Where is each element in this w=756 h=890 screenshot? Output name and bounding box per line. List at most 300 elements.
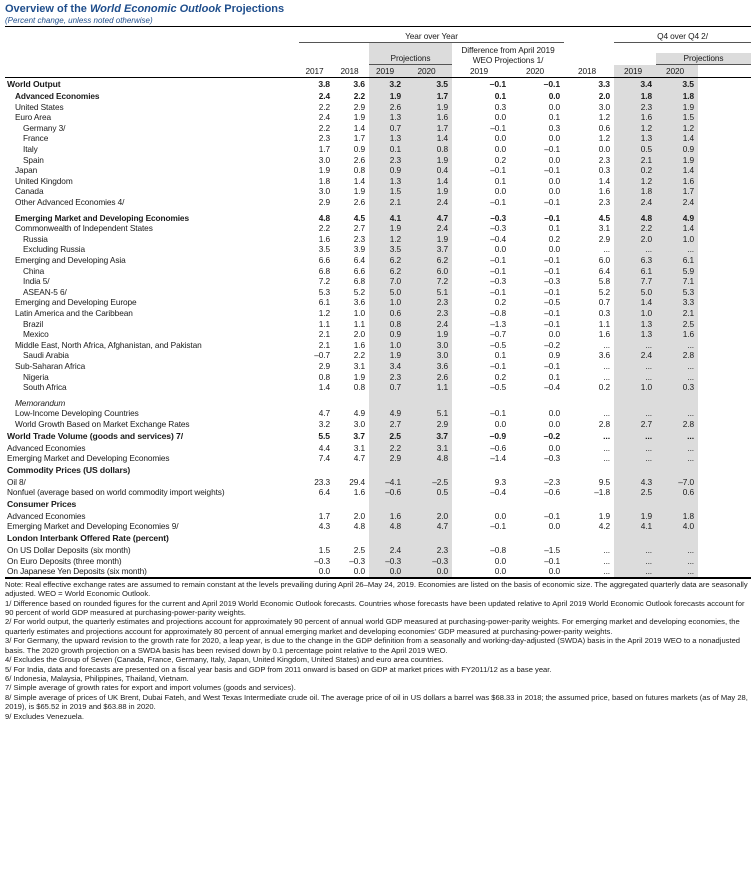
padding-cell <box>698 361 751 372</box>
row-label: Commodity Prices (US dollars) <box>7 464 131 475</box>
value-cell: 3.3 <box>598 79 610 90</box>
header-difference: Difference from April 2019 WEO Projections 1/ <box>461 44 555 65</box>
value-cell: 5.2 <box>353 286 365 297</box>
value-cell: 1.2 <box>598 133 610 144</box>
padding-cell <box>698 319 751 330</box>
value-cell: –0.1 <box>490 255 506 265</box>
value-cell: 0.0 <box>548 101 560 112</box>
value-cell: 3.0 <box>598 101 610 112</box>
value-cell: ... <box>614 566 656 577</box>
value-cell: –1.8 <box>594 487 610 498</box>
row-label: Advanced Economies <box>7 510 86 521</box>
value-cell <box>564 464 614 477</box>
value-cell: –0.1 <box>544 286 560 297</box>
value-cell: 0.2 <box>598 382 610 393</box>
table-row <box>5 133 751 144</box>
value-cell <box>299 464 334 477</box>
value-cell: –0.2 <box>543 430 560 441</box>
row-label: Sub-Saharan Africa <box>15 360 86 371</box>
value-cell: –0.1 <box>544 555 560 566</box>
value-cell: 1.4 <box>353 122 365 133</box>
value-cell: 1.3 <box>369 112 405 123</box>
value-cell: 0.2 <box>494 297 506 308</box>
value-cell: 4.5 <box>598 212 610 223</box>
table-row <box>5 213 751 224</box>
value-cell: 1.9 <box>656 102 698 113</box>
value-cell: 2.0 <box>598 91 610 102</box>
value-cell: –0.1 <box>490 197 506 208</box>
value-cell: 1.3 <box>369 176 405 187</box>
footnote: Note: Real effective exchange rates are assumed to remain constant at the levels prevailing during April 26–May 24, 2019. Economies are listed on the basis of economic size. The aggregated quarterly data are seasonally adjusted. WEO = World Economic Outlook. <box>5 579 748 599</box>
value-cell: 0.0 <box>494 555 506 566</box>
value-cell: 0.3 <box>656 382 698 393</box>
value-cell: 2.2 <box>369 443 405 454</box>
value-cell: 5.0 <box>614 287 656 298</box>
value-cell: 4.9 <box>656 213 698 224</box>
value-cell: –0.1 <box>544 197 560 208</box>
padding-cell <box>698 276 751 287</box>
value-cell: 2.3 <box>405 545 452 556</box>
table-row <box>5 372 751 383</box>
value-cell: 7.2 <box>318 276 330 287</box>
value-cell: 0.3 <box>494 101 506 112</box>
value-cell: 6.1 <box>318 297 330 308</box>
value-cell: 2.5 <box>353 545 365 556</box>
value-cell: 3.4 <box>614 78 656 92</box>
value-cell: –0.1 <box>490 521 506 532</box>
value-cell: 4.8 <box>369 521 405 532</box>
value-cell: –0.1 <box>544 318 560 329</box>
year-header: 2019 <box>452 65 510 78</box>
value-cell <box>656 532 698 545</box>
row-label: On US Dollar Deposits (six month) <box>7 545 131 556</box>
table-row <box>5 477 751 488</box>
value-cell: 0.9 <box>369 165 405 176</box>
value-cell: 9.5 <box>598 476 610 487</box>
value-cell: 0.1 <box>494 350 506 361</box>
value-cell: 0.0 <box>548 175 560 186</box>
value-cell: 2.4 <box>405 319 452 330</box>
value-cell: 2.9 <box>598 233 610 244</box>
value-cell: 3.4 <box>369 361 405 372</box>
value-cell: 4.1 <box>369 213 405 224</box>
value-cell: 6.8 <box>318 265 330 276</box>
value-cell: 6.3 <box>614 255 656 266</box>
value-cell: 1.8 <box>614 91 656 102</box>
value-cell: 2.7 <box>614 419 656 430</box>
value-cell: 2.8 <box>656 350 698 361</box>
value-cell: 0.0 <box>494 510 506 521</box>
value-cell: 2.1 <box>369 197 405 208</box>
row-label: London Interbank Offered Rate (percent) <box>7 533 169 544</box>
table-row <box>5 487 751 498</box>
row-label: Italy <box>23 144 38 155</box>
value-cell: 6.1 <box>656 255 698 266</box>
padding-cell <box>698 498 751 511</box>
value-cell: ... <box>603 360 610 371</box>
value-cell <box>452 398 510 409</box>
padding-cell <box>698 372 751 383</box>
value-cell: 1.1 <box>318 318 330 329</box>
value-cell: 1.1 <box>405 382 452 393</box>
value-cell: 6.2 <box>369 255 405 266</box>
value-cell: 2.7 <box>369 419 405 430</box>
row-label: Emerging and Developing Europe <box>15 297 137 308</box>
value-cell: 3.1 <box>353 442 365 453</box>
value-cell: 1.7 <box>318 510 330 521</box>
value-cell: ... <box>603 453 610 464</box>
value-cell: ... <box>564 566 614 577</box>
value-cell <box>510 464 564 477</box>
table-row <box>5 287 751 298</box>
value-cell: 2.3 <box>369 372 405 383</box>
value-cell: 6.2 <box>369 266 405 277</box>
year-header: 2019 <box>369 65 405 78</box>
value-cell: 6.4 <box>598 265 610 276</box>
value-cell: –0.5 <box>490 339 506 350</box>
padding-cell <box>698 511 751 522</box>
value-cell: –0.7 <box>490 329 506 340</box>
row-label: Consumer Prices <box>7 498 77 509</box>
value-cell: 1.7 <box>353 133 365 144</box>
value-cell: –0.1 <box>544 212 560 223</box>
value-cell: 2.6 <box>353 197 365 208</box>
value-cell: 2.1 <box>318 339 330 350</box>
table-row <box>5 308 751 319</box>
table-row <box>5 329 751 340</box>
padding-cell <box>698 443 751 454</box>
value-cell: –0.8 <box>490 545 506 556</box>
footnote: 4/ Excludes the Group of Seven (Canada, France, Germany, Italy, Japan, United Kingdom, United States) and euro area countries. <box>5 655 444 665</box>
value-cell: 1.0 <box>353 307 365 318</box>
value-cell: ... <box>656 545 698 556</box>
value-cell: 3.9 <box>353 244 365 255</box>
value-cell: 4.1 <box>614 521 656 532</box>
row-label: Euro Area <box>15 112 51 123</box>
value-cell: 0.8 <box>405 144 452 155</box>
value-cell: ... <box>614 408 656 419</box>
table-row <box>5 430 751 443</box>
row-label: World Output <box>7 79 61 90</box>
value-cell: 6.2 <box>405 255 452 266</box>
value-cell: 0.4 <box>405 165 452 176</box>
value-cell: 1.4 <box>405 133 452 144</box>
table-row <box>5 340 751 351</box>
value-cell: 2.2 <box>318 122 330 133</box>
value-cell: –2.3 <box>544 476 560 487</box>
value-cell: 2.3 <box>405 308 452 319</box>
value-cell: 1.6 <box>656 329 698 340</box>
value-cell: 1.9 <box>369 350 405 361</box>
value-cell: 1.3 <box>614 329 656 340</box>
value-cell: 1.2 <box>318 307 330 318</box>
value-cell: –4.1 <box>369 477 405 488</box>
row-label: On Japanese Yen Deposits (six month) <box>5 566 299 577</box>
value-cell <box>452 498 510 511</box>
value-cell <box>564 498 614 511</box>
value-cell: –0.1 <box>490 286 506 297</box>
table-row <box>5 566 751 577</box>
value-cell: ... <box>656 443 698 454</box>
table-row <box>5 266 751 277</box>
value-cell: 1.6 <box>598 329 610 340</box>
value-cell: –0.3 <box>369 556 405 567</box>
value-cell: –0.1 <box>544 165 560 176</box>
header-projections: Projections <box>369 53 452 64</box>
value-cell: 0.6 <box>369 308 405 319</box>
value-cell: 1.9 <box>405 186 452 197</box>
value-cell: 4.7 <box>353 453 365 464</box>
value-cell: ... <box>656 244 698 255</box>
value-cell <box>334 398 369 409</box>
row-label: Memorandum <box>15 397 66 408</box>
value-cell: 0.0 <box>494 418 506 429</box>
value-cell: 5.1 <box>405 408 452 419</box>
value-cell: 2.9 <box>405 419 452 430</box>
value-cell: –0.6 <box>490 442 506 453</box>
value-cell: 1.7 <box>656 186 698 197</box>
value-cell: 0.3 <box>598 165 610 176</box>
value-cell: ... <box>603 371 610 382</box>
value-cell: 1.7 <box>318 144 330 155</box>
value-cell: –0.3 <box>405 556 452 567</box>
value-cell: 2.0 <box>353 510 365 521</box>
value-cell <box>510 398 564 409</box>
value-cell: 1.2 <box>598 112 610 123</box>
padding-cell <box>698 329 751 340</box>
value-cell: 0.2 <box>548 233 560 244</box>
value-cell: ... <box>603 339 610 350</box>
value-cell: ... <box>656 556 698 567</box>
row-label: Advanced Economies <box>15 91 100 102</box>
value-cell: 2.9 <box>318 360 330 371</box>
value-cell: 1.4 <box>598 175 610 186</box>
row-label: Canada <box>15 186 44 197</box>
value-cell: ... <box>603 442 610 453</box>
value-cell: –0.1 <box>543 79 560 90</box>
row-label: Saudi Arabia <box>23 350 69 361</box>
value-cell: 1.6 <box>598 186 610 197</box>
padding-cell <box>698 78 751 92</box>
padding-cell <box>698 91 751 102</box>
padding-cell <box>698 165 751 176</box>
value-cell: –0.8 <box>490 307 506 318</box>
row-label: Mexico <box>23 329 49 340</box>
value-cell: 0.7 <box>369 123 405 134</box>
value-cell: 1.7 <box>405 123 452 134</box>
table-header <box>5 27 751 78</box>
table-row <box>5 112 751 123</box>
value-cell: 0.3 <box>548 122 560 133</box>
value-cell: 0.1 <box>548 112 560 123</box>
value-cell: –0.6 <box>369 487 405 498</box>
value-cell: 6.8 <box>353 276 365 287</box>
value-cell: 2.4 <box>318 112 330 123</box>
value-cell: 2.6 <box>353 154 365 165</box>
value-cell: 1.9 <box>405 234 452 245</box>
padding-cell <box>698 382 751 393</box>
padding-cell <box>698 234 751 245</box>
row-label: Middle East, North Africa, Afghanistan, and Pakistan <box>15 339 202 350</box>
value-cell: 3.0 <box>318 154 330 165</box>
value-cell: ... <box>656 566 698 577</box>
value-cell: 0.0 <box>299 566 334 577</box>
value-cell <box>405 498 452 511</box>
row-label: Commonwealth of Independent States <box>15 223 153 234</box>
value-cell: 1.8 <box>656 511 698 522</box>
title-suffix: Projections <box>221 3 285 15</box>
value-cell <box>564 532 614 545</box>
value-cell <box>614 464 656 477</box>
year-header: 2019 <box>614 65 656 78</box>
value-cell: –2.5 <box>405 477 452 488</box>
value-cell: –0.1 <box>544 360 560 371</box>
value-cell: 1.2 <box>614 176 656 187</box>
padding-cell <box>698 197 751 208</box>
value-cell: –0.3 <box>490 212 506 223</box>
value-cell: 5.3 <box>318 286 330 297</box>
value-cell: 1.5 <box>369 186 405 197</box>
value-cell: 0.1 <box>494 91 506 102</box>
padding-cell <box>698 155 751 166</box>
value-cell: 2.4 <box>405 197 452 208</box>
value-cell: 0.0 <box>494 133 506 144</box>
value-cell: 2.1 <box>656 308 698 319</box>
value-cell: 1.0 <box>656 234 698 245</box>
padding-cell <box>698 453 751 464</box>
footnote: 6/ Indonesia, Malaysia, Philippines, Thailand, Vietnam. <box>5 673 189 683</box>
table-row <box>5 453 751 464</box>
value-cell: 6.6 <box>353 265 365 276</box>
value-cell: 2.2 <box>353 91 365 102</box>
value-cell: 0.8 <box>369 319 405 330</box>
row-label: Germany 3/ <box>23 122 66 133</box>
value-cell <box>369 398 405 409</box>
value-cell: 2.3 <box>369 155 405 166</box>
padding-cell <box>698 112 751 123</box>
value-cell: 1.2 <box>614 123 656 134</box>
padding-cell <box>698 532 751 545</box>
value-cell: 3.6 <box>353 297 365 308</box>
value-cell: 1.4 <box>656 133 698 144</box>
value-cell: 7.1 <box>656 276 698 287</box>
value-cell: –0.6 <box>544 487 560 498</box>
padding-cell <box>698 350 751 361</box>
table-row <box>5 102 751 113</box>
value-cell: 1.7 <box>405 91 452 102</box>
padding-cell <box>698 213 751 224</box>
value-cell: 2.4 <box>614 350 656 361</box>
value-cell: 1.9 <box>369 223 405 234</box>
value-cell: 1.1 <box>598 318 610 329</box>
table-row <box>5 155 751 166</box>
value-cell: 6.0 <box>598 255 610 265</box>
table-row <box>5 556 751 567</box>
value-cell: 0.6 <box>598 122 610 133</box>
value-cell: ... <box>656 340 698 351</box>
value-cell: 3.7 <box>405 430 452 443</box>
value-cell: 1.5 <box>656 112 698 123</box>
value-cell <box>614 398 656 409</box>
value-cell: 1.6 <box>353 339 365 350</box>
value-cell: –0.1 <box>490 122 506 133</box>
table-row <box>5 398 751 409</box>
value-cell: 2.4 <box>318 91 330 102</box>
value-cell: –7.0 <box>656 477 698 488</box>
row-label: Low-Income Developing Countries <box>15 408 139 419</box>
value-cell: 1.9 <box>405 155 452 166</box>
value-cell: 2.2 <box>318 101 330 112</box>
value-cell: 0.9 <box>656 144 698 155</box>
year-header: 2020 <box>405 65 452 78</box>
footnotes <box>5 578 751 721</box>
row-label: World Trade Volume (goods and services) 7/ <box>7 430 183 441</box>
footnote: 5/ For India, data and forecasts are presented on a fiscal year basis and GDP from 2011 onward is based on GDP at market prices with FY2011/12 as a base year. <box>5 664 552 674</box>
value-cell: 1.6 <box>405 112 452 123</box>
value-cell: –0.1 <box>544 510 560 521</box>
value-cell: 2.2 <box>318 223 330 234</box>
value-cell: –0.9 <box>489 430 506 441</box>
value-cell: ... <box>614 556 656 567</box>
value-cell: 4.8 <box>614 213 656 224</box>
padding-cell <box>698 398 751 409</box>
year-header: 2018 <box>334 65 369 78</box>
value-cell: ... <box>614 244 656 255</box>
value-cell <box>405 532 452 545</box>
value-cell: ... <box>656 361 698 372</box>
row-label: France <box>23 133 49 144</box>
value-cell: 29.4 <box>349 476 365 487</box>
value-cell: 1.9 <box>318 165 330 176</box>
padding-cell <box>698 287 751 298</box>
value-cell: –0.3 <box>349 555 365 566</box>
value-cell: 4.8 <box>405 453 452 464</box>
value-cell: 2.6 <box>405 372 452 383</box>
value-cell: 0.3 <box>598 307 610 318</box>
row-label: ASEAN-5 6/ <box>23 286 67 297</box>
value-cell: 0.0 <box>405 566 452 577</box>
value-cell: 0.2 <box>494 371 506 382</box>
table-row <box>5 521 751 532</box>
value-cell: 1.9 <box>405 102 452 113</box>
value-cell: 1.4 <box>318 382 330 393</box>
value-cell: 6.4 <box>318 487 330 498</box>
value-cell: 1.9 <box>353 112 365 123</box>
table-row <box>5 123 751 134</box>
value-cell: –0.3 <box>544 276 560 287</box>
value-cell: 6.4 <box>353 255 365 265</box>
value-cell: 2.3 <box>405 297 452 308</box>
value-cell: 23.3 <box>314 476 330 487</box>
value-cell: 2.1 <box>318 329 330 340</box>
value-cell: ... <box>603 555 610 566</box>
value-cell: 5.5 <box>318 430 330 441</box>
value-cell: 2.5 <box>614 487 656 498</box>
value-cell: 4.8 <box>353 521 365 532</box>
row-label: Advanced Economies <box>7 442 86 453</box>
value-cell: ... <box>614 361 656 372</box>
value-cell: 0.1 <box>548 223 560 234</box>
value-cell: –0.7 <box>314 350 330 361</box>
value-cell: ... <box>656 430 698 443</box>
value-cell <box>405 398 452 409</box>
padding-cell <box>698 464 751 477</box>
value-cell: 4.4 <box>318 442 330 453</box>
footnote: 1/ Difference based on rounded figures for the current and April 2019 World Economic Outlook forecasts. Countries whose forecasts have been updated relative to April 2019 World Economic Outlook forecasts account for 90 percent of world GDP measured at purchasing-power-parity weights. <box>5 598 745 618</box>
value-cell: 1.8 <box>318 175 330 186</box>
value-cell: 4.5 <box>353 212 365 223</box>
value-cell: –0.1 <box>544 144 560 155</box>
